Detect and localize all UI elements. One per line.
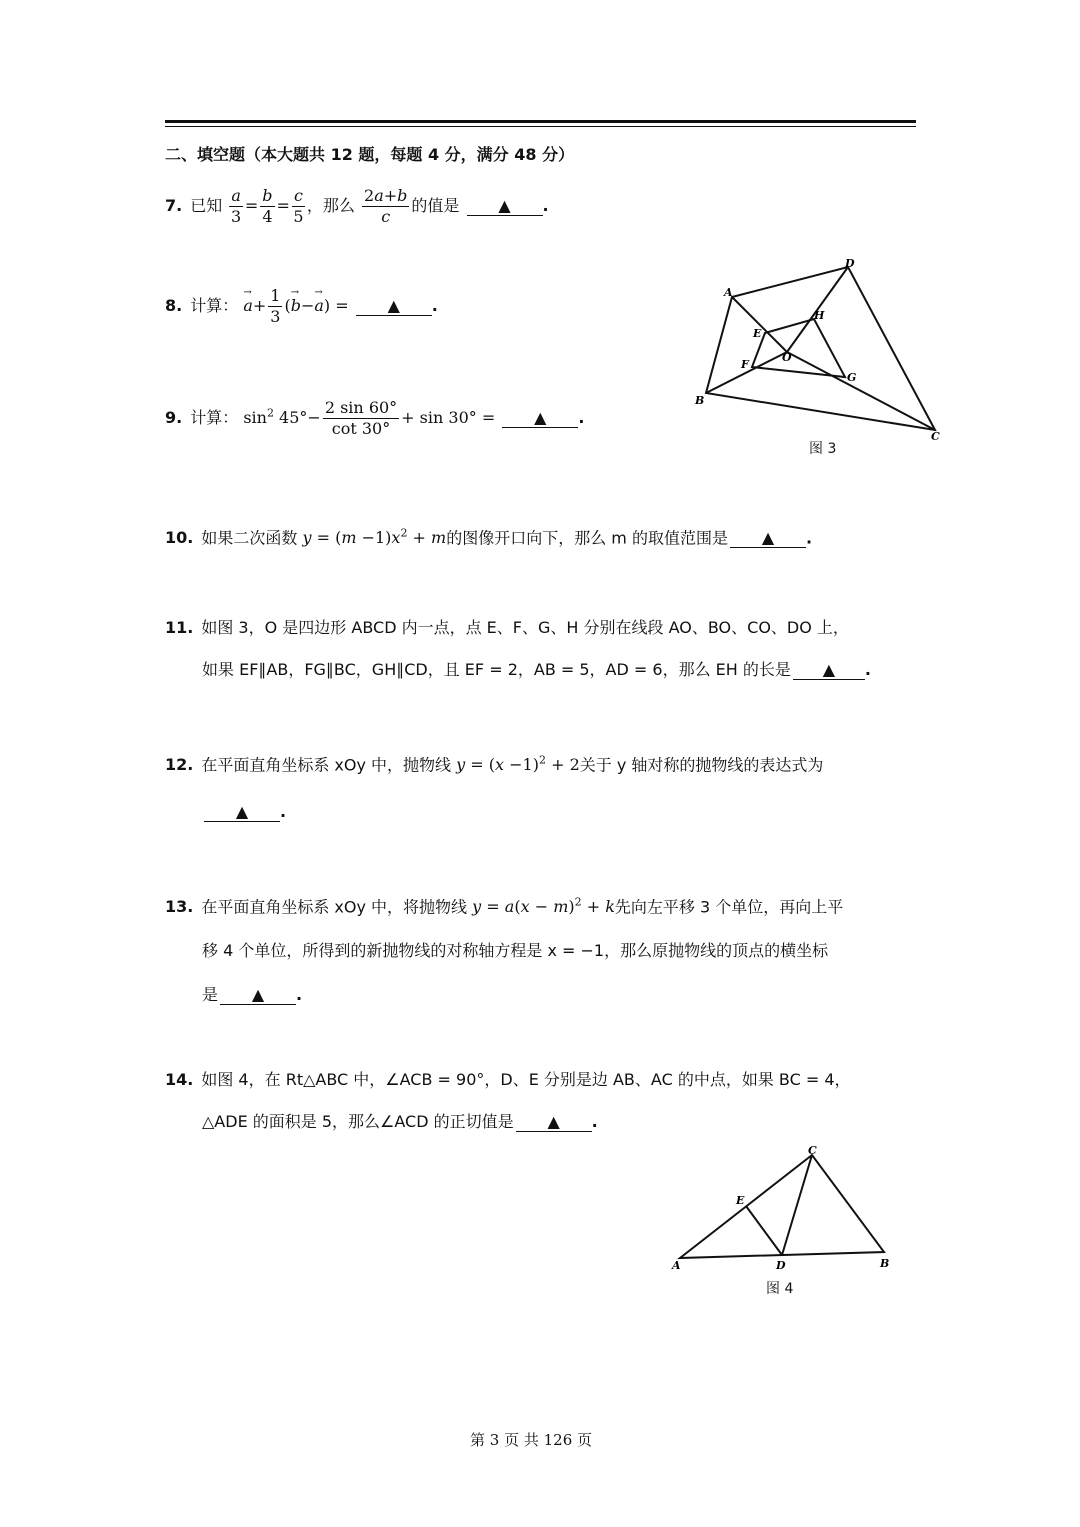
quad-EFGH xyxy=(752,319,845,377)
top-rule-thick xyxy=(165,120,916,123)
question-text: 如图 3，O 是四边形 ABCD 内一点，点 E、F、G、H 分别在线段 AO、BO、CO、DO 上， xyxy=(201,618,849,637)
label-C: C xyxy=(931,430,940,443)
question-number: 12. xyxy=(165,755,194,775)
question-12: 12. 在平面直角坐标系 xOy 中，抛物线 $y = (x -1)^2 + 2$关于 y 轴对称的抛物线的表达式为 xyxy=(165,754,824,775)
question-8: 8. 计算： → a+ $\frac{1}{3}$ (→ b−→ a) = ▲ . xyxy=(165,286,438,327)
fraction: $\frac{2a+b}{c}$ xyxy=(364,186,408,226)
question-text: 如图 4，在 Rt△ABC 中，∠ACB = 90°，D、E 分别是边 AB、AC 的中点，如果 BC = 4， xyxy=(201,1070,851,1089)
question-text: 计算： xyxy=(190,408,239,427)
figure-4-triangle xyxy=(668,1143,898,1273)
question-text: 的值是 xyxy=(411,196,460,215)
question-number: 13. xyxy=(165,897,194,917)
answer-blank[interactable]: ▲ xyxy=(220,986,296,1005)
question-number: 14. xyxy=(165,1070,194,1089)
question-text: △ADE 的面积是 5，那么∠ACD 的正切值是 xyxy=(202,1112,514,1131)
question-text: 已知 xyxy=(190,196,223,215)
answer-blank[interactable]: ▲ xyxy=(356,297,432,316)
label-D: D xyxy=(845,257,855,270)
question-text: 先向左平移 3 个单位，再向上平 xyxy=(614,897,844,917)
quad-ABCD xyxy=(706,267,935,430)
question-9: 9. 计算： $\sin^2 45^\circ-$ $\frac{2 \sin 60^\circ}{\cot 30^\circ}$ + sin 30° = ▲ . xyxy=(165,398,585,438)
question-number: 9. xyxy=(165,408,183,427)
question-13-line-3: 是 ▲ . xyxy=(202,985,303,1004)
answer-blank[interactable]: ▲ xyxy=(793,661,865,680)
answer-blank[interactable]: ▲ xyxy=(467,197,543,216)
question-14-line-2: △ADE 的面积是 5，那么∠ACD 的正切值是 ▲ . xyxy=(202,1112,598,1131)
section-title: 二、填空题（本大题共 12 题，每题 4 分，满分 48 分） xyxy=(165,145,575,164)
question-7: 7. 已知 $\frac{a}{3}$ = $\frac{b}{4}$ = $\frac{c}{5}$ ，那么 $\frac{2a+b}{c}$ 的值是 ▲ . xyxy=(165,186,549,226)
segment-AO xyxy=(732,297,787,352)
answer-blank[interactable]: ▲ xyxy=(516,1113,592,1132)
question-14-line-1 xyxy=(165,1070,851,1090)
triangle-ABC xyxy=(680,1155,884,1258)
label-H: H xyxy=(814,309,825,322)
question-text: ，那么 xyxy=(306,196,355,215)
question-text: 的图像开口向下，那么 m 的取值范围是 xyxy=(446,528,728,548)
question-13-line-1: 13. 在平面直角坐标系 xOy 中，将抛物线 $y = a(x - m)^2 + k$先向左平移 3 个单位，再向上平 xyxy=(165,896,844,917)
question-text: 计算： xyxy=(190,296,239,315)
figure-4-caption: 图 4 xyxy=(766,1281,794,1297)
question-10: 10. 如果二次函数 $y = (m -1)x^2 + m$的图像开口向下，那么 m 的取值范围是 ▲ . xyxy=(165,527,813,548)
label-O: O xyxy=(782,351,792,364)
fraction: $\frac{a}{3}$ xyxy=(231,186,242,226)
question-number: 10. xyxy=(165,528,194,548)
label-A: A xyxy=(724,286,733,299)
question-text: 关于 y 轴对称的抛物线的表达式为 xyxy=(579,755,824,775)
label-E: E xyxy=(736,1194,745,1207)
page-footer: 第 3 页 共 126 页 xyxy=(470,1431,593,1449)
answer-blank[interactable]: ▲ xyxy=(502,409,578,428)
question-text: 是 xyxy=(202,985,219,1004)
label-D: D xyxy=(776,1259,786,1272)
question-number: 8. xyxy=(165,296,183,315)
question-12-answer: ▲ . xyxy=(202,802,286,822)
question-text: 在平面直角坐标系 xOy 中，抛物线 xyxy=(201,755,452,775)
fraction: $\frac{1}{3}$ xyxy=(270,286,281,326)
label-C: C xyxy=(808,1144,817,1157)
label-G: G xyxy=(847,371,857,384)
label-E: E xyxy=(753,327,762,340)
question-number: 11. xyxy=(165,618,194,637)
segment-DE xyxy=(746,1206,782,1255)
question-11-line-1 xyxy=(165,618,849,638)
question-text: 如果二次函数 xyxy=(201,528,298,548)
label-B: B xyxy=(880,1257,890,1270)
segment-CD xyxy=(782,1155,812,1255)
question-number: 7. xyxy=(165,196,183,215)
answer-blank[interactable]: ▲ xyxy=(204,803,280,822)
fraction: $\frac{2 \sin 60^\circ}{\cot 30^\circ}$ xyxy=(324,398,398,438)
figure-3-quadrilateral xyxy=(690,255,950,460)
question-11-line-2: 如果 EF∥AB，FG∥BC，GH∥CD，且 EF = 2，AB = 5，AD = 6，那么 EH 的长是 ▲ . xyxy=(202,660,871,679)
label-B: B xyxy=(695,394,705,407)
label-A: A xyxy=(672,1259,681,1272)
question-text: 在平面直角坐标系 xOy 中，将抛物线 xyxy=(201,897,468,917)
top-rule-thin xyxy=(165,126,916,127)
answer-blank[interactable]: ▲ xyxy=(730,529,806,548)
question-text: 如果 EF∥AB，FG∥BC，GH∥CD，且 EF = 2，AB = 5，AD = 6，那么 EH 的长是 xyxy=(202,660,791,679)
label-F: F xyxy=(741,358,749,371)
question-13-line-2: 移 4 个单位，所得到的新抛物线的对称轴方程是 x = −1，那么原抛物线的顶点的横坐标 xyxy=(202,941,829,960)
figure-3-caption: 图 3 xyxy=(809,441,837,457)
